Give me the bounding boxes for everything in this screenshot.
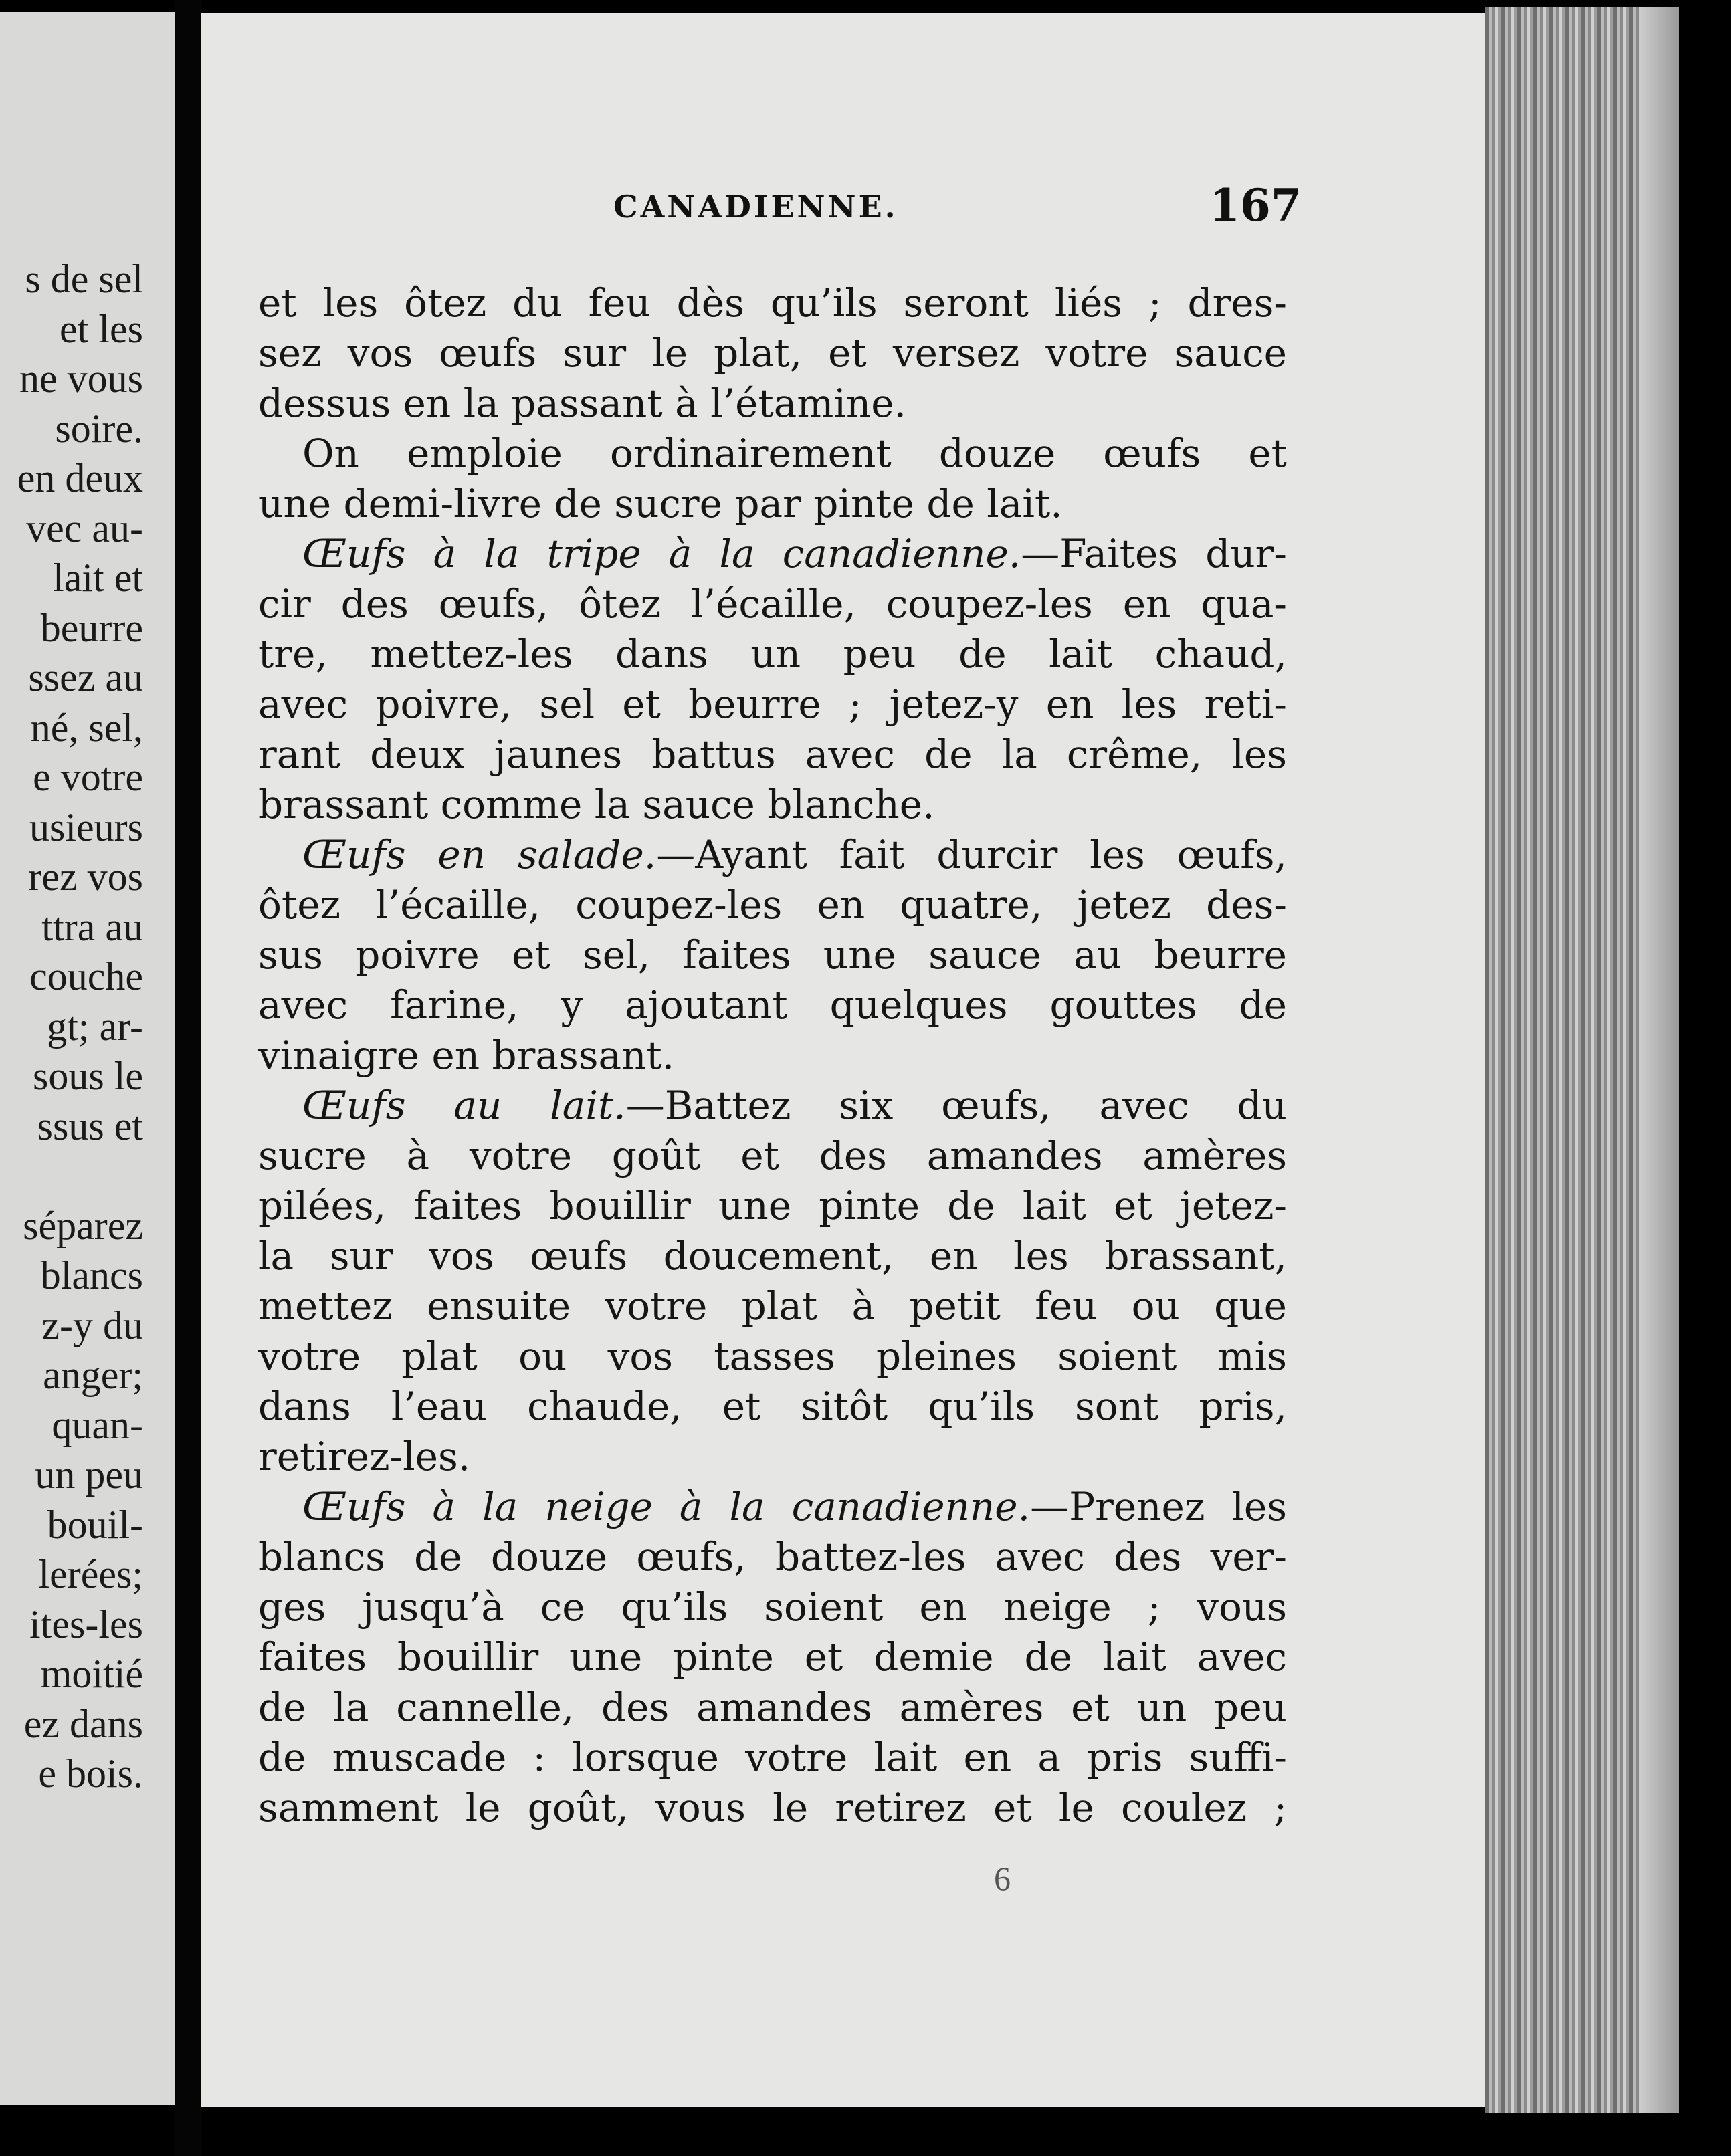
- text-line: [258, 880, 1287, 930]
- facing-page-line: z-y du: [41, 1303, 143, 1348]
- line-text: retirez-les.: [258, 1434, 471, 1479]
- facing-page-line: moitié: [40, 1652, 143, 1696]
- line-text: sez vos œufs sur le plat, et versez votre sauce: [258, 330, 1287, 376]
- line-text: ôtez l’écaille, coupez-les en quatre, jetez des-: [258, 882, 1287, 928]
- facing-page-line: soire.: [55, 406, 143, 451]
- text-line: [258, 429, 1287, 479]
- line-text: rant deux jaunes battus avec de la crême, les: [258, 732, 1287, 777]
- line-text: avec farine, y ajoutant quelques gouttes de: [258, 982, 1287, 1028]
- text-line: [258, 679, 1287, 730]
- line-text: samment le goût, vous le retirez et le coulez ;: [258, 1785, 1287, 1830]
- page-edges: [1485, 7, 1679, 2113]
- facing-page-line: beurre: [40, 605, 143, 650]
- text-line: [258, 1632, 1287, 1683]
- line-text: sucre à votre goût et des amandes amères: [258, 1133, 1287, 1178]
- facing-page-line: usieurs: [29, 804, 143, 849]
- text-line: [258, 1281, 1287, 1331]
- facing-page-line: vec au-: [26, 506, 143, 550]
- line-text: avec poivre, sel et beurre ; jetez-y en les reti-: [258, 681, 1287, 727]
- text-line: [258, 1683, 1287, 1733]
- facing-page-line: blancs: [40, 1253, 143, 1297]
- facing-page-line: en deux: [17, 456, 143, 500]
- facing-page-line: séparez: [23, 1203, 143, 1248]
- text-line: [258, 980, 1287, 1031]
- facing-page-line: né, sel,: [30, 705, 143, 750]
- line-text: la sur vos œufs doucement, en les brassant,: [258, 1233, 1287, 1279]
- text-line: [258, 1331, 1287, 1382]
- page-number: 167: [1209, 179, 1302, 231]
- signature-mark: 6: [994, 1860, 1011, 1897]
- facing-page-line: gt; ar-: [47, 1004, 143, 1049]
- text-line: [258, 479, 1287, 529]
- facing-page-line: lait et: [53, 556, 143, 600]
- facing-page-line: et les: [60, 306, 143, 351]
- text-line: [258, 830, 1287, 880]
- facing-page-line: ssus et: [37, 1103, 143, 1148]
- facing-page-line: s de sel: [25, 257, 143, 301]
- text-line: [258, 780, 1287, 830]
- line-text: —Prenez les: [1030, 1484, 1288, 1529]
- text-line: [258, 1482, 1287, 1532]
- text-line: [258, 1733, 1287, 1783]
- facing-page-line: e votre: [33, 755, 143, 799]
- line-text: faites bouillir une pinte et demie de lait avec: [258, 1634, 1287, 1680]
- text-line: [258, 278, 1287, 328]
- text-line: [258, 930, 1287, 980]
- facing-page-fragment: [0, 12, 175, 2105]
- line-text: mettez ensuite votre plat à petit feu ou que: [258, 1283, 1287, 1329]
- line-text: blancs de douze œufs, battez-les avec des ver-: [258, 1534, 1287, 1580]
- facing-page-line: couche: [29, 954, 143, 998]
- recipe-title: Œufs à la neige à la canadienne.: [302, 1484, 1031, 1529]
- facing-page-line: ez dans: [23, 1701, 143, 1746]
- text-line: [258, 328, 1287, 379]
- line-text: tre, mettez-les dans un peu de lait chaud,: [258, 631, 1287, 677]
- line-text: —Faites dur-: [1021, 531, 1287, 576]
- facing-page-line: ne vous: [19, 356, 143, 401]
- text-line: [258, 1783, 1287, 1833]
- recipe-title: Œufs en salade.: [302, 832, 657, 877]
- line-text: et les ôtez du feu dès qu’ils seront liés ; dres-: [258, 280, 1287, 326]
- text-line: [258, 1081, 1287, 1131]
- book-gutter: [175, 0, 202, 2156]
- text-line: [258, 379, 1287, 429]
- line-text: dans l’eau chaude, et sitôt qu’ils sont pris,: [258, 1384, 1287, 1429]
- facing-page-line: rez vos: [28, 855, 143, 899]
- line-text: cir des œufs, ôtez l’écaille, coupez-les en qua-: [258, 581, 1287, 627]
- text-line: [258, 1181, 1287, 1231]
- recipe-title: Œufs au lait.: [302, 1083, 626, 1128]
- recipe-title: Œufs à la tripe à la canadienne.: [302, 531, 1021, 576]
- facing-page-line: anger;: [43, 1353, 143, 1397]
- text-line: [258, 1532, 1287, 1582]
- line-text: vinaigre en brassant.: [258, 1033, 675, 1078]
- line-text: de la cannelle, des amandes amères et un peu: [258, 1685, 1287, 1730]
- page-body-text: [258, 278, 1287, 1833]
- text-line: [258, 1031, 1287, 1081]
- facing-page-line: lerées;: [38, 1552, 143, 1596]
- line-text: une demi-livre de sucre par pinte de lait.: [258, 481, 1063, 526]
- facing-page-line: bouil-: [47, 1502, 143, 1547]
- line-text: pilées, faites bouillir une pinte de lait et jetez-: [258, 1183, 1287, 1228]
- facing-page-text: [17, 254, 143, 1799]
- running-head: CANADIENNE.: [613, 189, 898, 225]
- facing-page-line: e bois.: [38, 1751, 143, 1796]
- line-text: ges jusqu’à ce qu’ils soient en neige ; vous: [258, 1584, 1287, 1630]
- text-line: [258, 579, 1287, 629]
- line-text: brassant comme la sauce blanche.: [258, 782, 935, 827]
- text-line: [258, 1382, 1287, 1432]
- line-text: —Battez six œufs, avec du: [625, 1083, 1287, 1128]
- text-line: [258, 629, 1287, 679]
- facing-page-line: ites-les: [29, 1602, 143, 1646]
- line-text: votre plat ou vos tasses pleines soient mis: [258, 1333, 1287, 1379]
- facing-page-line: ssez au: [28, 655, 143, 699]
- text-line: [258, 1231, 1287, 1281]
- facing-page-line: [17, 1151, 143, 1201]
- line-text: —Ayant fait durcir les œufs,: [656, 832, 1287, 877]
- facing-page-line: un peu: [35, 1452, 143, 1497]
- line-text: dessus en la passant à l’étamine.: [258, 381, 907, 426]
- text-line: [258, 529, 1287, 579]
- line-text: On emploie ordinairement douze œufs et: [302, 431, 1287, 476]
- text-line: [258, 1432, 1287, 1482]
- text-line: [258, 730, 1287, 780]
- facing-page-line: sous le: [33, 1054, 143, 1098]
- text-line: [258, 1582, 1287, 1632]
- facing-page-line: quan-: [52, 1402, 143, 1447]
- text-line: [258, 1131, 1287, 1181]
- facing-page-line: ttra au: [41, 904, 143, 949]
- line-text: de muscade : lorsque votre lait en a pris suffi-: [258, 1735, 1287, 1780]
- line-text: sus poivre et sel, faites une sauce au beurre: [258, 932, 1287, 978]
